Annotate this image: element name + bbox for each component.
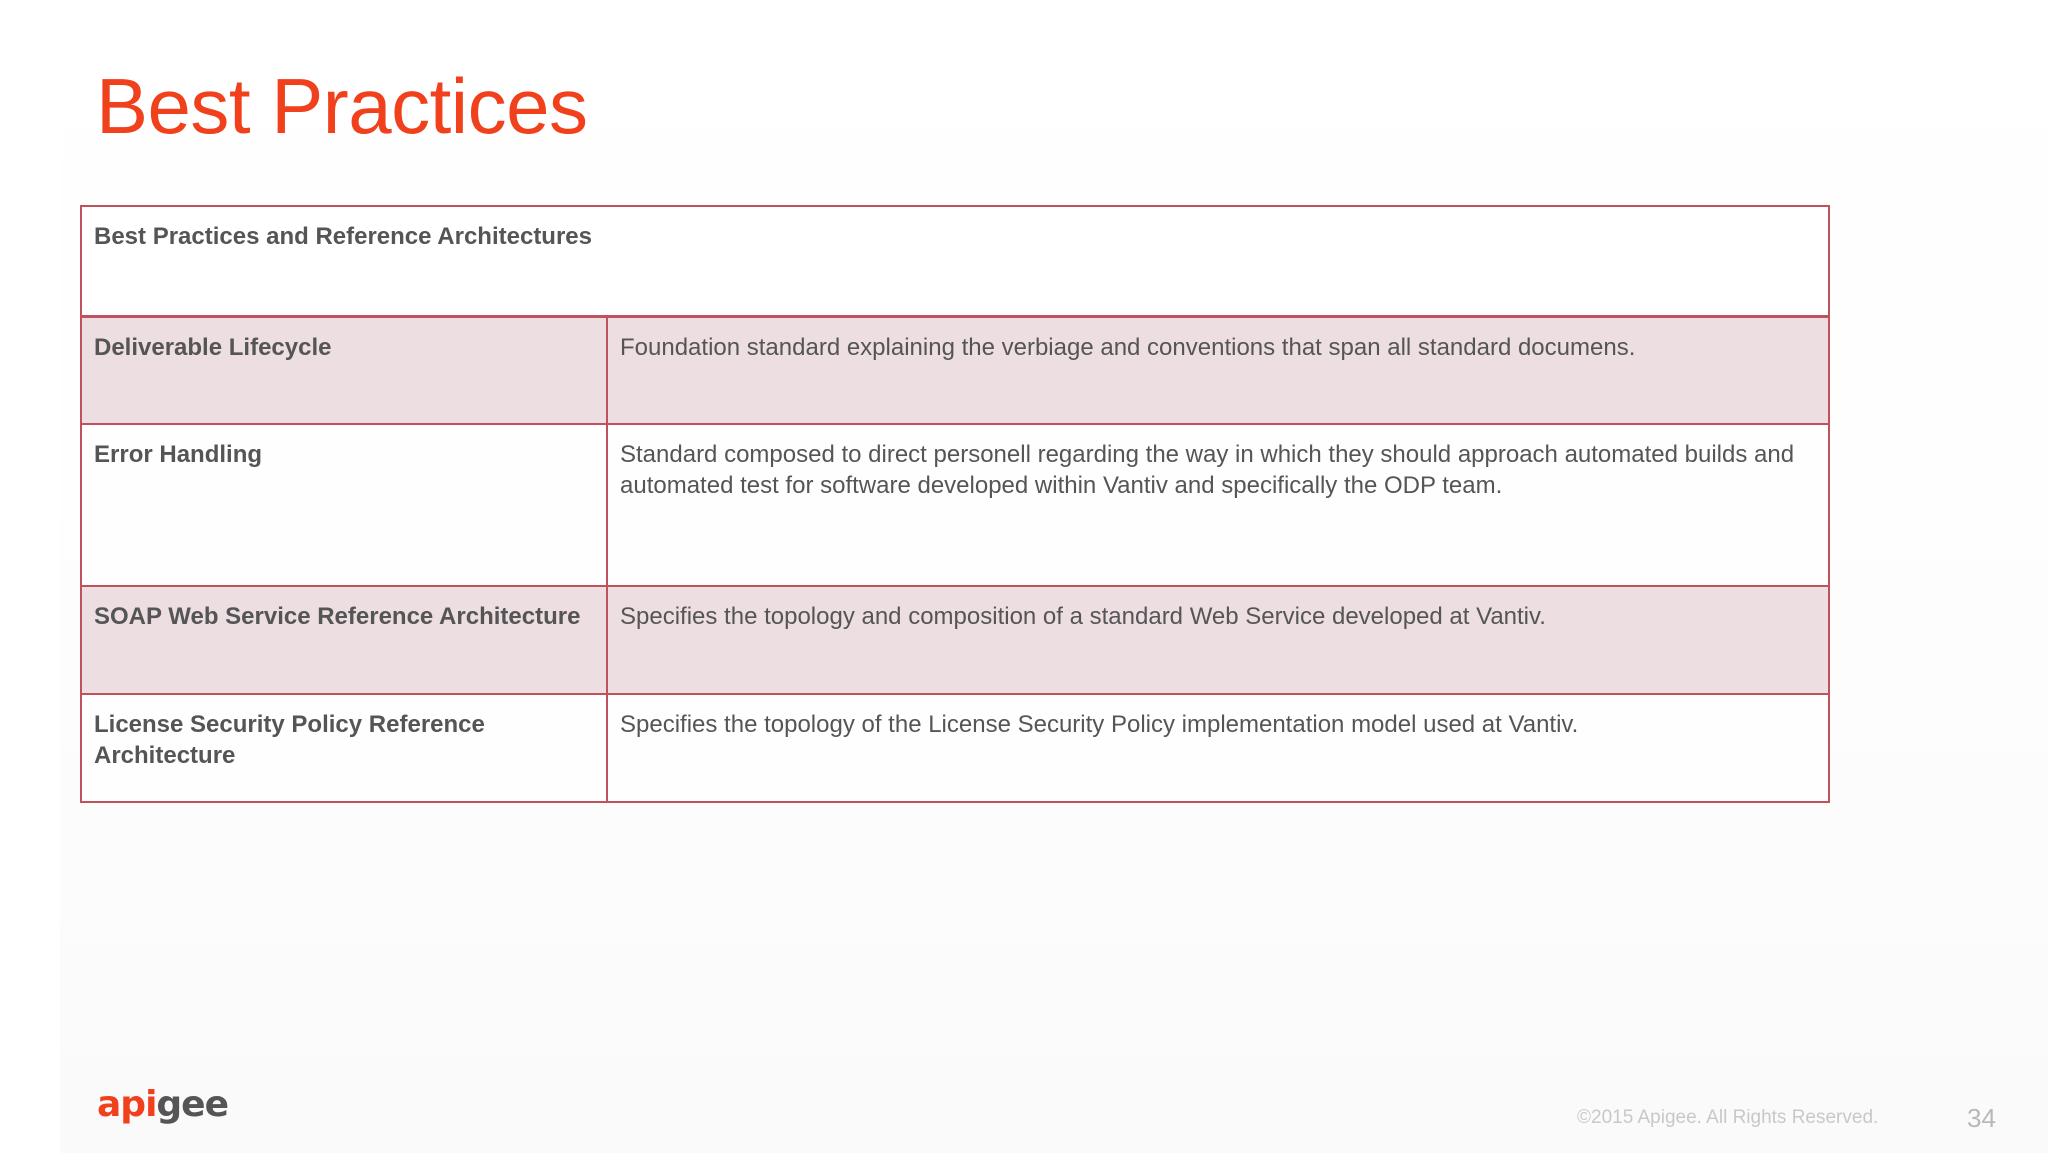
table-header-row [81,206,1829,316]
apigee-logo [97,1084,229,1125]
page-title: Best Practices [96,62,588,150]
row-description: Specifies the topology and composition of a standard Web Service developed at Vantiv. [607,586,1829,694]
row-description: Foundation standard explaining the verbiage and conventions that span all standard documens. [607,316,1829,424]
table-row [81,694,1829,802]
table-header: Best Practices and Reference Architectures [81,206,1829,316]
row-name: SOAP Web Service Reference Architecture [81,586,607,694]
table-row [81,424,1829,586]
logo-text-part2: gee [156,1084,229,1125]
page-number: 34 [1967,1103,1996,1133]
table-row [81,586,1829,694]
logo-text-part1: api [97,1084,157,1125]
best-practices-table [80,205,1830,803]
table-row [81,316,1829,424]
row-name: Deliverable Lifecycle [81,316,607,424]
row-description: Standard composed to direct personell regarding the way in which they should approach automated builds and automated test for software developed within Vantiv and specifically the ODP team. [607,424,1829,586]
row-name: License Security Policy Reference Architecture [81,694,607,802]
copyright-notice: ©2015 Apigee. All Rights Reserved. [1577,1107,1879,1128]
row-name: Error Handling [81,424,607,586]
row-description: Specifies the topology of the License Security Policy implementation model used at Vantiv. [607,694,1829,802]
